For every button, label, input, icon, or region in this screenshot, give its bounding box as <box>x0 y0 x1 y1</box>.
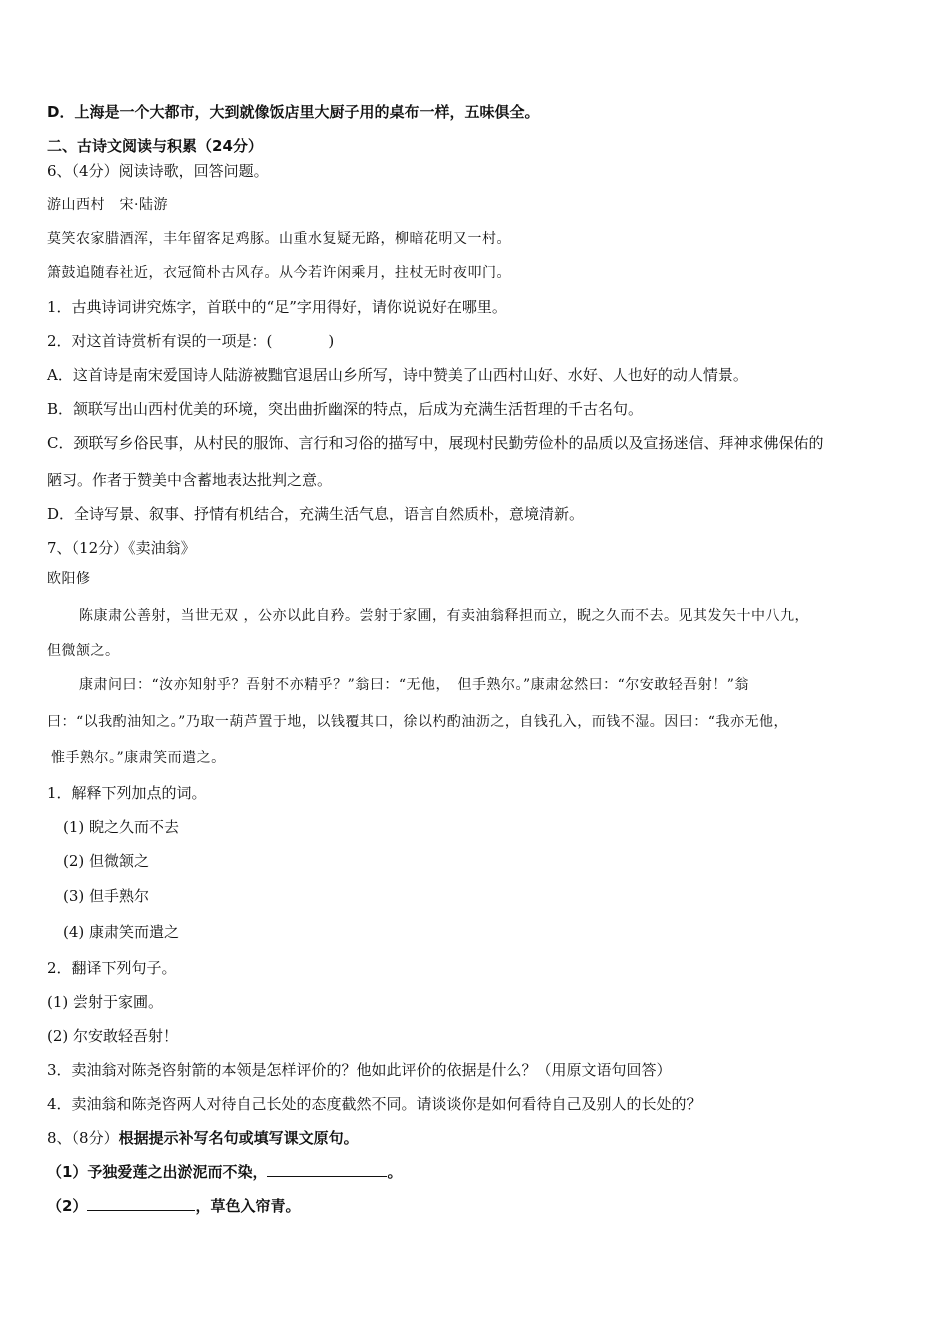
q6-sub-1: 1．古典诗词讲究炼字，首联中的“足”字用得好，请你说说好在哪里。 <box>47 298 507 316</box>
q7-sub-4: 4．卖油翁和陈尧咨两人对待自己长处的态度截然不同。请谈谈你是如何看待自己及别人的长处的？ <box>47 1095 702 1113</box>
q8-item-1-end: 。 <box>387 1163 403 1181</box>
q8-instruction: 根据提示补写名句或填写课文原句。 <box>118 1129 359 1147</box>
q8-item-2 <box>47 1196 300 1216</box>
q7-word-1: (1) 睨之久而不去 <box>63 818 180 836</box>
passage-line-1: 陈康肃公善射，当世无双 ，公亦以此自矜。尝射于家圃，有卖油翁释担而立，睨之久而不去。见其发矢十中八九， <box>79 608 809 624</box>
q7-sentence-2: (2) 尔安敢轻吾射！ <box>47 1027 179 1045</box>
poem-line-1: 莫笑农家腊酒浑，丰年留客足鸡豚。山重水复疑无路，柳暗花明又一村。 <box>47 231 511 247</box>
question-7-heading: 7、（12分）《卖油翁》 <box>47 539 196 557</box>
q6-sub-2 <box>47 331 334 351</box>
q7-sub-1: 1．解释下列加点的词。 <box>47 784 207 802</box>
passage-line-2: 但微颔之。 <box>47 643 120 659</box>
q8-item-1-text: （1）予独爱莲之出淤泥而不染， <box>47 1163 268 1181</box>
question-6-heading: 6、（4分）阅读诗歌，回答问题。 <box>47 162 269 180</box>
q6-option-a: A．这首诗是南宋爱国诗人陆游被黜官退居山乡所写，诗中赞美了山西村山好、水好、人也好的动人情景。 <box>47 366 748 384</box>
q8-item-2-blank[interactable] <box>87 1196 195 1211</box>
q6-option-c: C．颈联写乡俗民事，从村民的服饰、言行和习俗的描写中，展现村民勤劳俭朴的品质以及宣扬迷信、拜神求佛保佑的 <box>47 434 824 452</box>
q7-sub-3: 3．卖油翁对陈尧咨射箭的本领是怎样评价的？他如此评价的依据是什么？（用原文语句回答） <box>47 1061 672 1079</box>
section-two-heading: 二、古诗文阅读与积累（24分） <box>47 137 263 155</box>
q8-item-1 <box>47 1162 402 1182</box>
q8-item-2-text: ，草色入帘青。 <box>195 1197 301 1215</box>
q7-sentence-1: (1) 尝射于家圃。 <box>47 993 164 1011</box>
q6-sub-2-text: 2．对这首诗赏析有误的一项是：( <box>47 332 273 350</box>
q8-item-2-num: （2） <box>47 1197 88 1215</box>
question-8-heading <box>47 1128 359 1148</box>
q7-word-4: (4) 康肃笑而遣之 <box>63 923 180 941</box>
q6-option-b: B．颔联写出山西村优美的环境，突出曲折幽深的特点，后成为充满生活哲理的千古名句。 <box>47 400 644 418</box>
q6-option-c-cont: 陋习。作者于赞美中含蓄地表达批判之意。 <box>47 471 333 489</box>
q6-option-d: D．全诗写景、叙事、抒情有机结合，充满生活气息，语言自然质朴，意境清新。 <box>47 505 585 523</box>
author-line: 欧阳修 <box>47 571 91 587</box>
q8-item-1-blank[interactable] <box>267 1162 387 1177</box>
passage-line-5: 惟手熟尔。”康肃笑而遣之。 <box>51 750 226 766</box>
q7-word-2: (2) 但微颔之 <box>63 852 150 870</box>
poem-line-2: 箫鼓追随春社近，衣冠简朴古风存。从今若许闲乘月，拄杖无时夜叩门。 <box>47 265 511 281</box>
q8-score: 8、（8分） <box>47 1129 119 1147</box>
option-d-line: D．上海是一个大都市，大到就像饭店里大厨子用的桌布一样，五味俱全。 <box>47 103 540 121</box>
passage-line-3: 康肃问曰：“汝亦知射乎？吾射不亦精乎？”翁曰：“无他， 但手熟尔。”康肃忿然曰：“尔安敢轻吾射！”翁 <box>79 677 749 693</box>
q7-sub-2: 2．翻译下列句子。 <box>47 959 177 977</box>
q7-word-3: (3) 但手熟尔 <box>63 887 150 905</box>
poem-title: 游山西村 宋·陆游 <box>47 197 168 213</box>
passage-line-4: 曰：“以我酌油知之。”乃取一葫芦置于地，以钱覆其口，徐以杓酌油沥之，自钱孔入，而钱不湿。因曰：“我亦无他， <box>47 714 788 730</box>
q6-sub-2-close: ) <box>328 332 335 350</box>
